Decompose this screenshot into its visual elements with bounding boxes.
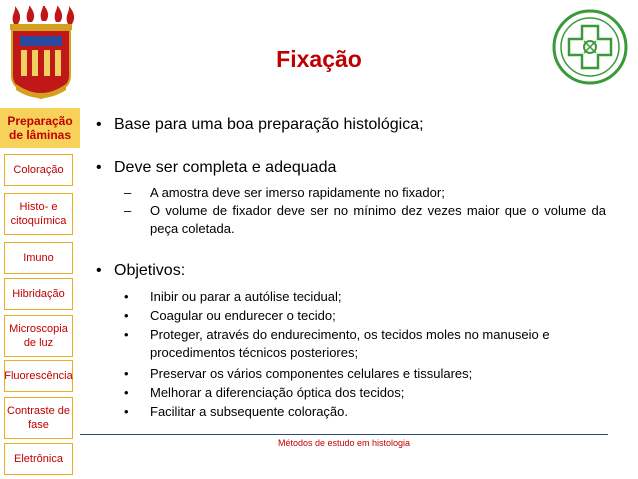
bullet-dot-icon: •	[96, 262, 102, 279]
bullet-dot-icon: •	[124, 366, 129, 381]
footer-divider	[80, 434, 608, 435]
bullet-dot-icon: •	[124, 289, 129, 304]
bullet-dot-icon: •	[96, 159, 102, 176]
nav-item-hibridacao[interactable]: Hibridação	[4, 278, 73, 310]
sub-bullet-item: • Proteger, através do endurecimento, os tecidos moles no manuseio e procedimentos técnicos posteriores;	[124, 327, 550, 360]
dash-icon: –	[124, 203, 132, 218]
nav-item-preparacao-de-laminas[interactable]: Preparação de lâminas	[0, 108, 80, 148]
nav-item-eletronica[interactable]: Eletrônica	[4, 443, 73, 475]
bullet-dot-icon: •	[124, 385, 129, 400]
nav-item-coloracao[interactable]: Coloração	[4, 154, 73, 186]
nav-item-fluorescencia[interactable]: Fluorescência	[4, 360, 73, 392]
bullet-dot-icon: •	[124, 327, 129, 342]
sub-bullet-item: • Inibir ou parar a autólise tecidual;	[124, 289, 342, 304]
bullet-dot-icon: •	[96, 116, 102, 133]
sub-bullet-item: – O volume de fixador deve ser no mínimo dez vezes maior que o volume da peça coletada.	[124, 203, 606, 236]
sub-bullet-item: • Facilitar a subsequente coloração.	[124, 404, 349, 419]
footer-text: Métodos de estudo em histologia	[277, 438, 411, 448]
bullet-item: • Base para uma boa preparação histológica;	[96, 116, 424, 133]
sub-bullet-item: – A amostra deve ser imerso rapidamente no fixador;	[124, 185, 445, 200]
bullet-item: • Deve ser completa e adequada	[96, 159, 337, 176]
nav-item-imuno[interactable]: Imuno	[4, 242, 73, 274]
bullet-item: • Objetivos:	[96, 262, 186, 279]
sub-bullet-item: • Melhorar a diferenciação óptica dos tecidos;	[124, 385, 405, 400]
sub-bullet-item: • Preservar os vários componentes celulares e tissulares;	[124, 366, 473, 381]
nav-item-contraste-de-fase[interactable]: Contraste de fase	[4, 397, 73, 439]
bullet-dot-icon: •	[124, 308, 129, 323]
sub-bullet-item: • Coagular ou endurecer o tecido;	[124, 308, 336, 323]
slide-title: Fixação	[276, 46, 362, 72]
nav-item-microscopia-de-luz[interactable]: Microscopia de luz	[4, 315, 73, 357]
nav-item-histo-citoquimica[interactable]: Histo- e citoquímica	[4, 193, 73, 235]
bullet-dot-icon: •	[124, 404, 129, 419]
dash-icon: –	[124, 185, 132, 200]
